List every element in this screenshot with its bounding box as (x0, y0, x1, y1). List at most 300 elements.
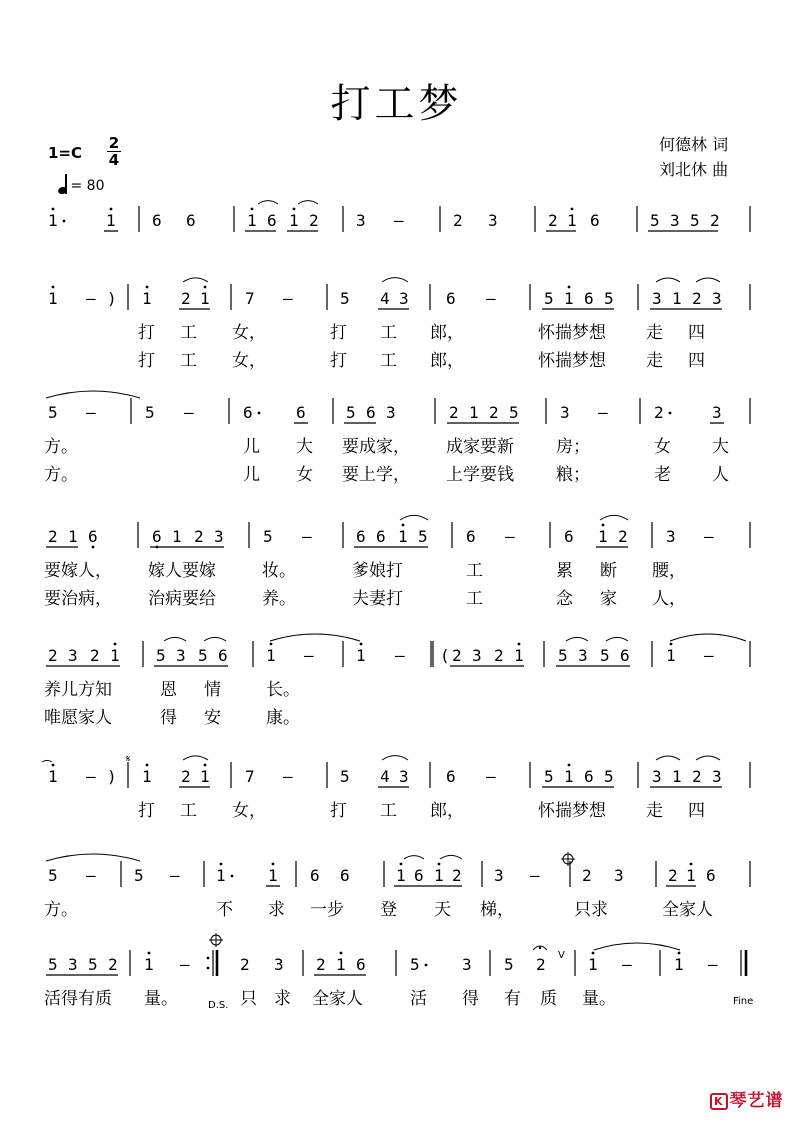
note: ) (107, 767, 117, 786)
note: 6 (414, 866, 424, 885)
note: 5 (418, 527, 428, 546)
note: 6 (356, 527, 366, 546)
note: 1 (672, 767, 682, 786)
lyric-text: 走 (646, 801, 663, 821)
note: – (86, 403, 96, 422)
slur (696, 756, 720, 760)
repeat-dot (207, 957, 210, 960)
note: 1 (142, 289, 152, 308)
octave-dot-low (92, 546, 95, 549)
note: 3 (652, 289, 662, 308)
octave-dot-high (438, 863, 441, 866)
ds-mark: D.S. (208, 1000, 229, 1011)
note: 1 (216, 866, 226, 885)
note: 6 (218, 646, 228, 665)
note: 1 (672, 289, 682, 308)
note: 3 (462, 955, 472, 974)
lyric-text: 求 (268, 900, 285, 920)
note: 1 (666, 646, 676, 665)
note: 6 (446, 289, 456, 308)
note: 6 (152, 527, 162, 546)
note: 3 (652, 767, 662, 786)
octave-dot-high (568, 286, 571, 289)
lyric-text: 方。 (44, 900, 78, 920)
note: 3 (712, 403, 722, 422)
note: 6 (356, 955, 366, 974)
note: 6 (186, 211, 196, 230)
note: 5 (650, 211, 660, 230)
lyric-text: 情 (204, 680, 221, 700)
slur (204, 637, 226, 641)
slur (440, 855, 462, 859)
note: 5 (346, 403, 356, 422)
note: 1 (336, 955, 346, 974)
note: 3 (712, 767, 722, 786)
note: – (86, 289, 96, 308)
note: – (302, 527, 312, 546)
octave-dot-high (678, 952, 681, 955)
note: – (704, 527, 714, 546)
note: 1 (268, 866, 278, 885)
note: 5 (690, 211, 700, 230)
note: 3 (356, 211, 366, 230)
slur (670, 634, 746, 641)
note: 5 (544, 767, 554, 786)
lyric-text: 上学要钱 (446, 465, 514, 485)
slur (183, 278, 208, 282)
note: 1 (266, 646, 276, 665)
lyric-text: 打 (138, 801, 155, 821)
segno-mark: 𝄋 (126, 754, 131, 765)
lyric-text: 方。 (44, 465, 78, 485)
note: 5 (340, 289, 350, 308)
note: – (704, 646, 714, 665)
note: 4 (380, 289, 390, 308)
lyric-text: 只求 (574, 900, 608, 920)
augmentation-dot (425, 964, 428, 967)
slur (46, 391, 140, 398)
note: 5 (604, 289, 614, 308)
note: 1 (48, 211, 58, 230)
note: 6 (267, 211, 277, 230)
lyricist-credit: 何德林 词 (659, 135, 729, 154)
note: – (530, 866, 540, 885)
octave-dot-high (52, 286, 55, 289)
note: – (622, 955, 632, 974)
lyric-text: 妆。 (262, 561, 296, 581)
lyric-text: 质 (540, 989, 557, 1009)
lyric-text: 郎， (430, 801, 464, 821)
lyric-text: 房； (556, 437, 590, 457)
logo-text: 琴艺谱 (729, 1091, 784, 1111)
lyric-text: 儿 (243, 465, 260, 485)
octave-dot-high (146, 286, 149, 289)
note: – (708, 955, 718, 974)
note: 6 (376, 527, 386, 546)
lyric-text: 四 (688, 801, 705, 821)
lyric-text: 天 (434, 900, 451, 920)
octave-dot-high (592, 952, 595, 955)
note: 3 (560, 403, 570, 422)
slur (46, 854, 140, 861)
lyric-text: 恩 (160, 680, 177, 700)
octave-dot-high (220, 863, 223, 866)
lyric-text: 嫁人要嫁 (148, 561, 216, 581)
note: 2 (618, 527, 628, 546)
note: – (283, 767, 293, 786)
lyric-text: 要嫁人， (44, 561, 112, 581)
lyric-text: 爹娘打 (352, 561, 403, 581)
note: 6 (243, 403, 253, 422)
lyric-text: 打 (330, 323, 347, 343)
octave-dot-high (272, 863, 275, 866)
octave-dot-high (518, 643, 521, 646)
note: 2 (90, 646, 100, 665)
note: 5 (145, 403, 155, 422)
octave-dot-high (114, 643, 117, 646)
lyric-text: 女 (296, 465, 313, 485)
note: 2 (240, 955, 250, 974)
note: 1 (398, 527, 408, 546)
note: 3 (68, 955, 78, 974)
octave-dot-high (402, 524, 405, 527)
note: ( (440, 646, 450, 665)
note: 2 (181, 289, 191, 308)
slur (696, 278, 720, 282)
repeat-dot (207, 967, 210, 970)
lyric-text: 女， (232, 351, 266, 371)
octave-dot-high (146, 764, 149, 767)
lyric-text: 老 (654, 465, 671, 485)
note: 1 (396, 866, 406, 885)
octave-dot-high (400, 863, 403, 866)
note: 1 (567, 211, 577, 230)
note: 1 (356, 646, 366, 665)
lyric-text: 有 (504, 989, 521, 1009)
note: 2 (692, 289, 702, 308)
lyric-text: 怀揣梦想 (538, 351, 606, 371)
note: 5 (558, 646, 568, 665)
note: 5 (48, 866, 58, 885)
note: 3 (614, 866, 624, 885)
time-denominator: 4 (108, 151, 120, 169)
fine-mark: Fine (733, 996, 754, 1007)
augmentation-dot (231, 875, 234, 878)
slur (270, 634, 360, 641)
note: 5 (604, 767, 614, 786)
slur (42, 760, 52, 762)
slur (400, 515, 428, 520)
slur (164, 637, 186, 641)
note: 6 (152, 211, 162, 230)
lyric-text: 一步 (310, 900, 344, 920)
song-title: 打工梦 (330, 81, 463, 127)
octave-dot-high (251, 208, 254, 211)
note: – (86, 767, 96, 786)
note: – (180, 955, 190, 974)
note: 1 (200, 767, 210, 786)
slur (656, 756, 680, 760)
note: – (486, 767, 496, 786)
lyric-text: 走 (646, 323, 663, 343)
note: 5 (504, 955, 514, 974)
octave-dot-high (571, 208, 574, 211)
note: 1 (172, 527, 182, 546)
lyric-text: 女 (654, 437, 671, 457)
note: 1 (48, 767, 58, 786)
note: 2 (548, 211, 558, 230)
augmentation-dot (63, 220, 66, 223)
key-signature: 1=C (48, 144, 83, 162)
slur (382, 278, 408, 282)
note: 3 (666, 527, 676, 546)
lyric-text: 康。 (266, 708, 300, 728)
note: 2 (309, 211, 319, 230)
slur (606, 637, 628, 641)
note: 1 (110, 646, 120, 665)
slur (600, 515, 628, 520)
note: 3 (176, 646, 186, 665)
lyric-text: 工 (380, 351, 397, 371)
note: 5 (156, 646, 166, 665)
octave-dot-high (52, 208, 55, 211)
octave-dot-high (110, 208, 113, 211)
note: 1 (68, 527, 78, 546)
note: 2 (494, 646, 504, 665)
lyric-text: 得 (462, 989, 479, 1009)
note: 6 (620, 646, 630, 665)
octave-dot-high (690, 863, 693, 866)
slur (594, 943, 680, 950)
lyric-text: 大 (296, 437, 313, 457)
lyric-text: 养。 (262, 589, 296, 609)
lyric-text: 人 (712, 465, 729, 485)
note: 1 (588, 955, 598, 974)
octave-dot-high (204, 286, 207, 289)
lyric-text: 量。 (144, 989, 178, 1009)
lyric-text: 养儿方知 (44, 680, 112, 700)
note: 3 (472, 646, 482, 665)
note: – (598, 403, 608, 422)
site-logo (710, 1086, 784, 1111)
note: 2 (536, 955, 546, 974)
note: 2 (316, 955, 326, 974)
lyric-text: 大 (712, 437, 729, 457)
note: 7 (245, 767, 255, 786)
note: 2 (108, 955, 118, 974)
slur (382, 756, 408, 760)
octave-dot-high (568, 764, 571, 767)
lyric-text: 断 (600, 561, 617, 581)
note: 3 (578, 646, 588, 665)
lyric-text: 女， (232, 323, 266, 343)
note: 2 (692, 767, 702, 786)
lyric-text: 腰， (652, 561, 686, 581)
note: 3 (488, 211, 498, 230)
note: 3 (494, 866, 504, 885)
lyric-text: 治病要给 (148, 589, 216, 609)
octave-dot-high (270, 643, 273, 646)
note: 1 (514, 646, 524, 665)
note: 1 (142, 767, 152, 786)
note: 5 (410, 955, 420, 974)
note: 2 (668, 866, 678, 885)
lyric-text: 要治病， (44, 589, 112, 609)
note: 2 (48, 646, 58, 665)
lyric-text: 打 (138, 351, 155, 371)
note: 6 (564, 527, 574, 546)
note: 2 (654, 403, 664, 422)
slur (298, 201, 318, 204)
lyric-text: 安 (204, 708, 221, 728)
note: 5 (134, 866, 144, 885)
note: 2 (452, 866, 462, 885)
note: – (505, 527, 515, 546)
lyric-text: 方。 (44, 437, 78, 457)
lyric-text: 唯愿家人 (44, 708, 112, 728)
lyric-text: 得 (160, 708, 177, 728)
lyric-text: 求 (274, 989, 291, 1009)
lyric-text: 念 (556, 589, 573, 609)
note: 5 (263, 527, 273, 546)
note: – (184, 403, 194, 422)
lyric-text: 工 (380, 801, 397, 821)
lyric-text: 成家要新 (446, 437, 514, 457)
lyric-text: 儿 (243, 437, 260, 457)
note: 6 (340, 866, 350, 885)
note: 6 (366, 403, 376, 422)
note: 1 (144, 955, 154, 974)
lyric-text: 工 (180, 351, 197, 371)
octave-dot-high (293, 208, 296, 211)
lyric-text: 郎， (430, 323, 464, 343)
tempo-value: = 80 (70, 178, 105, 194)
octave-dot-high (360, 643, 363, 646)
lyric-text: 打 (330, 351, 347, 371)
lyric-text: 怀揣梦想 (538, 801, 606, 821)
note: 6 (446, 767, 456, 786)
note: – (394, 211, 404, 230)
fermata-dot (539, 947, 541, 949)
note: 3 (670, 211, 680, 230)
lyric-text: 要上学， (342, 465, 410, 485)
note: 6 (706, 866, 716, 885)
lyric-text: 工 (380, 323, 397, 343)
note: 2 (449, 403, 459, 422)
note: 2 (489, 403, 499, 422)
note: 5 (198, 646, 208, 665)
lyric-text: 量。 (582, 989, 616, 1009)
note: 5 (48, 955, 58, 974)
note: 3 (274, 955, 284, 974)
lyric-text: 不 (216, 900, 233, 920)
note: 6 (466, 527, 476, 546)
lyric-text: 梯， (480, 900, 514, 920)
note: – (86, 866, 96, 885)
note: – (170, 866, 180, 885)
octave-dot-high (602, 524, 605, 527)
note: 2 (453, 211, 463, 230)
note: 1 (434, 866, 444, 885)
augmentation-dot (258, 412, 261, 415)
note: 7 (245, 289, 255, 308)
note: 4 (380, 767, 390, 786)
breath-mark: V (558, 950, 565, 961)
note: 3 (214, 527, 224, 546)
note: 3 (399, 289, 409, 308)
lyric-text: 工 (180, 801, 197, 821)
note: 2 (582, 866, 592, 885)
note: 5 (600, 646, 610, 665)
lyric-text: 走 (646, 351, 663, 371)
augmentation-dot (669, 412, 672, 415)
octave-dot-high (670, 643, 673, 646)
lyric-text: 家 (600, 589, 617, 609)
note: 1 (686, 866, 696, 885)
lyric-text: 全家人 (312, 989, 363, 1009)
octave-dot-high (148, 952, 151, 955)
note: 6 (88, 527, 98, 546)
slur (183, 756, 208, 760)
note: 1 (48, 289, 58, 308)
lyric-text: 女， (232, 801, 266, 821)
slur (566, 637, 588, 641)
time-numerator: 2 (108, 134, 120, 152)
note: 1 (106, 211, 116, 230)
note: 5 (544, 289, 554, 308)
note: 5 (48, 403, 58, 422)
note: 1 (200, 289, 210, 308)
lyric-text: 打 (330, 801, 347, 821)
note: – (486, 289, 496, 308)
note: 2 (181, 767, 191, 786)
note: 2 (194, 527, 204, 546)
lyric-text: 四 (688, 323, 705, 343)
lyric-text: 打 (138, 323, 155, 343)
composer-credit: 刘北休 曲 (659, 160, 729, 179)
note: 1 (564, 767, 574, 786)
note: 1 (598, 527, 608, 546)
slur (656, 278, 680, 282)
note: 3 (68, 646, 78, 665)
lyric-text: 四 (688, 351, 705, 371)
note: 2 (48, 527, 58, 546)
note: ) (107, 289, 117, 308)
note: 2 (710, 211, 720, 230)
lyric-text: 全家人 (662, 900, 713, 920)
note: 1 (469, 403, 479, 422)
lyric-text: 登 (380, 900, 397, 920)
lyric-text: 粮； (556, 465, 590, 485)
note: 6 (584, 767, 594, 786)
lyric-text: 人， (652, 589, 686, 609)
lyric-text: 活得有质 (44, 989, 112, 1009)
lyric-text: 工 (466, 561, 483, 581)
note: 1 (289, 211, 299, 230)
note: 3 (712, 289, 722, 308)
note: – (304, 646, 314, 665)
lyric-text: 要成家， (342, 437, 410, 457)
note: 1 (247, 211, 257, 230)
lyric-text: 怀揣梦想 (538, 323, 606, 343)
lyric-text: 工 (180, 323, 197, 343)
note: – (283, 289, 293, 308)
note: 1 (674, 955, 684, 974)
octave-dot-high (340, 952, 343, 955)
note: 1 (564, 289, 574, 308)
lyric-text: 夫妻打 (352, 589, 403, 609)
note: 5 (509, 403, 519, 422)
